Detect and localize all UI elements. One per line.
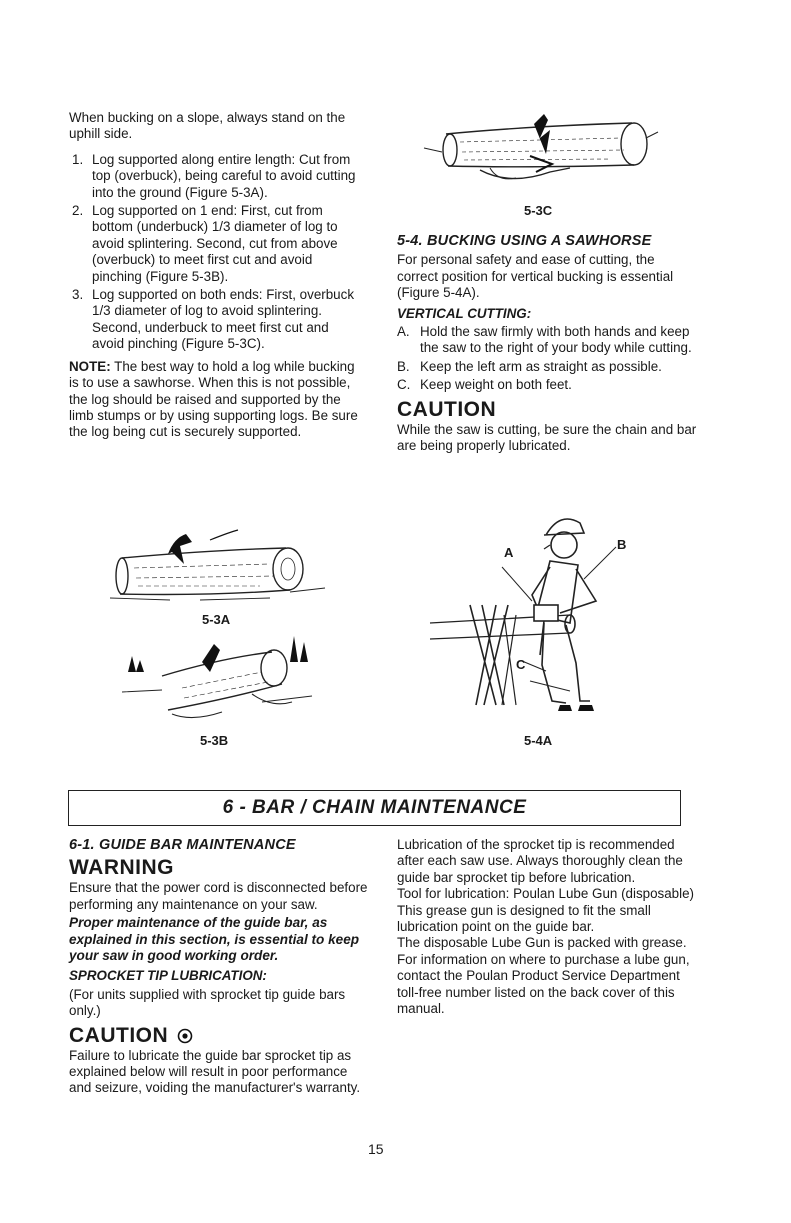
left-top-column (69, 110, 361, 441)
sprocket-lubrication-subhead: SPROCKET TIP LUBRICATION: (69, 968, 267, 984)
section-title-5-4: 5-4. BUCKING USING A SAWHORSE (397, 233, 652, 249)
circled-warning-icon (177, 1028, 193, 1044)
maintenance-emphasis: Proper maintenance of the guide bar, as explained in this section, is essential to keep your saw in good working order. (69, 915, 360, 964)
callout-b: B (617, 537, 627, 552)
vertical-cutting-subhead: VERTICAL CUTTING: (397, 305, 532, 321)
note-text: The best way to hold a log while bucking is to use a sawhorse. When this is not possible, the log should be raised and supported by the limb stumps or by using supporting logs. Be sure the log being cut is securely supported. (69, 358, 358, 440)
callout-c: C (516, 657, 526, 672)
step-item: 1. Log supported along entire length: Cut from top (overbuck), being careful to avoid cutting into the ground (Figure 5-3A). (72, 151, 356, 200)
list-item: A. Hold the saw firmly with both hands and keep the saw to the right of your body while cutting. (397, 324, 692, 356)
log-supported-figure-5-3a (110, 528, 330, 610)
list-item: B. Keep the left arm as straight as possible. (397, 358, 662, 374)
slope-intro: When bucking on a slope, always stand on the uphill side. (69, 110, 346, 142)
callout-a: A (504, 545, 514, 560)
figure-label-5-4a: 5-4A (524, 733, 553, 748)
figure-label-5-3c: 5-3C (524, 203, 553, 218)
lube-purchase-paragraph: The disposable Lube Gun is packed with grease. For information on where to purchase a lube gun, contact the Poulan Product Service Department toll-free number listed on the back cover of this manual. (397, 935, 690, 1017)
warning-heading: WARNING (69, 856, 174, 880)
lube-tool-paragraph: Tool for lubrication: Poulan Lube Gun (disposable) (397, 886, 695, 902)
list-item: C. Keep weight on both feet. (397, 377, 572, 393)
lubrication-paragraph: Lubrication of the sprocket tip is recommended after each saw use. Always thoroughly clean the guide bar sprocket tip before lubrication. (397, 837, 683, 885)
page-number: 15 (368, 1141, 384, 1157)
log-supported-figure-5-3b (122, 632, 332, 724)
chapter-banner: 6 - BAR / CHAIN MAINTENANCE (68, 790, 681, 826)
grease-gun-paragraph: This grease gun is designed to fit the small lubrication point on the guide bar. (397, 902, 651, 935)
note-label: NOTE: (69, 358, 111, 374)
vertical-cutting-list (397, 324, 697, 394)
log-overbuck-figure-5-3c (420, 112, 660, 192)
step-item: 2. Log supported on 1 end: First, cut from bottom (underbuck) 1/3 diameter of log to avoid splintering. Second, cut from above (overbuck) to meet first cut and avoid pinching (Figure 5-3B). (72, 203, 338, 284)
warning-text: Ensure that the power cord is disconnected before performing any maintenance on your saw. (69, 880, 368, 912)
caution-text-bottom: Failure to lubricate the guide bar sprocket tip as explained below will result in poor performance and seizure, voiding the manufacturer's warranty. (69, 1047, 361, 1096)
figure-label-5-3b: 5-3B (200, 733, 229, 748)
right-bottom-column (397, 837, 697, 1017)
section-text-5-4: For personal safety and ease of cutting, the correct position for vertical bucking is essential (Figure 5-4A). (397, 252, 674, 301)
right-top-column (397, 233, 697, 454)
section-title-6-1: 6-1. GUIDE BAR MAINTENANCE (69, 837, 296, 853)
step-item: 3. Log supported on both ends: First, overbuck 1/3 diameter of log to avoid splintering. Second, underbuck to meet first cut and avoid pinching (Figure 5-3C). (72, 287, 355, 352)
units-note: (For units supplied with sprocket tip guide bars only.) (69, 986, 346, 1019)
figure-label-5-3a: 5-3A (202, 612, 231, 627)
left-bottom-column (69, 837, 369, 1097)
sawhorse-bucking-figure-5-4a (420, 505, 640, 720)
bucking-steps (69, 152, 361, 353)
note-paragraph (69, 359, 361, 441)
caution-text: While the saw is cutting, be sure the chain and bar are being properly lubricated. (397, 421, 697, 454)
caution-heading-bottom: CAUTION (69, 1024, 369, 1048)
caution-heading: CAUTION (397, 397, 497, 421)
